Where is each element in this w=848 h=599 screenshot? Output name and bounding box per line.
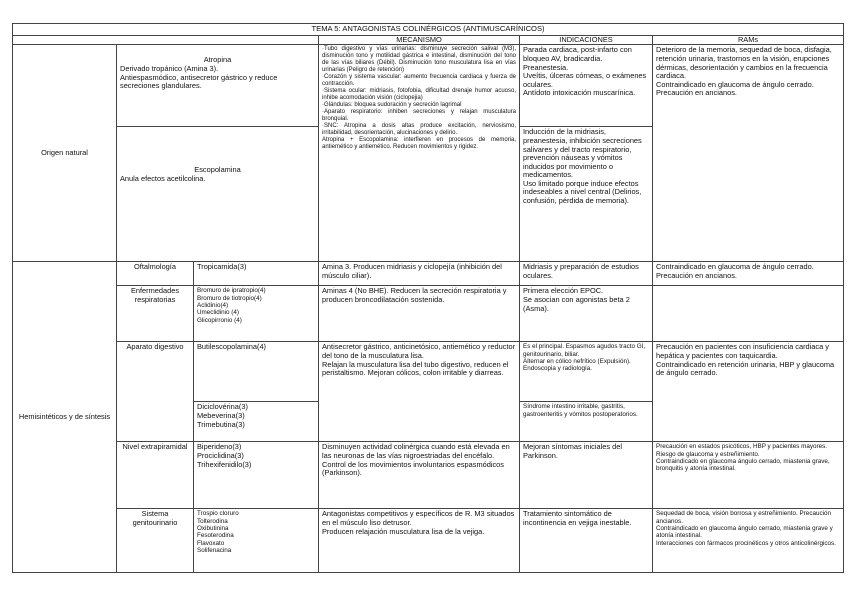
respiratorias-rams: [653, 286, 844, 342]
mec-ocular: ·Sistema ocular: midriasis, fotofobia, dificultad drenaje humor acuoso, inhibe acomodación visión (ciclopejia): [322, 88, 516, 102]
escopolamina-name: Escopolamina: [194, 165, 241, 175]
escopolamina-cell: [117, 127, 319, 262]
resp-ind-1: Primera elección EPOC.: [523, 286, 604, 296]
genitourinario-rams: [653, 509, 844, 573]
ind-escopolamina: [520, 127, 653, 262]
drug-prociclidina: Prociclidina(3): [197, 450, 244, 460]
sub-respiratorias: Enfermedades respiratorias: [117, 286, 194, 342]
atropina-desc-1: Derivado tropánico (Amina 3).: [120, 63, 219, 73]
drug-tiotropio: Bromuro de tiotropio(4): [197, 294, 262, 302]
respiratorias-mecanismo: Aminas 4 (No BHE). Reducen la secreción respiratoria y producen broncodilatación sostenida.: [319, 286, 520, 342]
oftalmologia-indicaciones: Midriasis y preparación de estudios oculares.: [520, 262, 653, 286]
mec-respiratorio: ·Aparato respiratorio: inhiben secreciones y relajan musculatura bronquial.: [322, 108, 516, 122]
extrapiramidal-rams: [653, 442, 844, 509]
header-indicaciones: INDICACIONES: [520, 35, 653, 45]
antimuscarinic-table: [12, 23, 844, 573]
rams-natural-1: Deterioro de la memoria, sequedad de boca, disfagia, retención urinaria, trastornos en la visión, erupciones dérmicas, desorientación y cambios en la frecuencia cardiaca.: [656, 45, 832, 81]
mec-digestivo: ·Tubo digestivo y vías urinarias: disminuye secreción salival (M3), disminución tono y motilidad gástrica e intestinal, disminución del tono de las vías biliares (Débil). Disminución tono musculatura lisa en vías urinarias (Peligro de retención): [322, 46, 516, 74]
drug-biperideno: Biperideno(3): [197, 442, 242, 452]
drug-tolterodina: Tolterodina: [197, 517, 228, 525]
digestivo-rams: [653, 342, 844, 442]
escopolamina-desc-1: Anula efectos acetilcolina.: [120, 173, 206, 183]
digestivo-drugs-b: [194, 402, 319, 442]
drug-aclidinio: Aclidinio(4): [197, 301, 229, 309]
sub-genitourinario: Sistema genitourinario: [117, 509, 194, 573]
drug-ipratropio: Bromuro de ipratropio(4): [197, 287, 266, 295]
drug-mebeverina: Mebeverina(3): [197, 410, 245, 420]
category-hemisinteticos: Hemisintéticos y de síntesis: [13, 262, 117, 573]
digestivo-mecanismo: [319, 342, 520, 442]
natural-rams: [653, 45, 844, 262]
sub-oftalmologia: Oftalmología: [117, 262, 194, 286]
ind-atropina-3: Uveítis, úlceras córneas, o exámenes oculares.: [523, 71, 647, 89]
gen-mec-1: Antagonistas competitivos y específicos de R. M3 situados en el músculo liso detrusor.: [322, 509, 515, 527]
oftalmologia-drugs: [194, 262, 319, 286]
ind-atropina-1: Parada cardiaca, post-infarto con bloqueo AV, bradicardia.: [523, 45, 632, 63]
dig-rams-2: Contraindicado en retención urinaria, HBP y glaucoma de ángulo cerrado.: [656, 359, 835, 378]
drug-flavoxato: Flavoxato: [197, 539, 225, 547]
ind-atropina-2: Preanestesia.: [523, 62, 569, 72]
atropina-desc-2: Antiespasmódico, antisecretor gástrico y reduce secreciones glandulares.: [120, 72, 278, 91]
genitourinario-indicaciones: Tratamiento sintomático de incontinencia en vejiga inestable.: [520, 509, 653, 573]
respiratorias-drugs: [194, 286, 319, 342]
dig-mec-2: Relajan la musculatura lisa del tubo digestivo, reducen el peristaltismo. Mejoran cólicos, colon irritable y diarreas.: [322, 359, 509, 378]
rams-natural-2: Contraindicado en glaucoma de ángulo cerrado.: [656, 79, 814, 89]
sub-digestivo: Aparato digestivo: [117, 342, 194, 442]
extra-rams-1: Precaución en estados psicóticos, HBP y pacientes mayores.: [656, 443, 828, 451]
mec-snc: ·SNC: Atropina a dosis altas produce excitación, nerviosismo, irritabilidad, desorientación, alucinaciones y delirio.: [322, 122, 516, 136]
category-origen-natural: Origen natural: [13, 45, 117, 262]
header-rams: RAMs: [653, 35, 844, 45]
drug-umeclidinio: Umeclidinio (4): [197, 309, 239, 317]
ind-atropina: [520, 45, 653, 127]
extrapiramidal-indicaciones: Mejoran síntomas iniciales del Parkinson.: [520, 442, 653, 509]
dig-ind-a-1: Es el principal. Espasmos agudos tracto GI, genitourinario, biliar.: [523, 343, 646, 358]
header-mecanismo: MECANISMO: [319, 35, 520, 45]
drug-fesoterodina: Fesoterodina: [197, 532, 234, 540]
drug-glicopirronio: Glicopirronio (4): [197, 316, 242, 324]
atropina-cell: [117, 45, 319, 127]
gen-rams-3: Interacciones con fármacos procinéticos y otros anticolinérgicos.: [656, 539, 836, 547]
gen-mec-2: Producen relajación musculatura lisa de la vejiga.: [322, 526, 485, 536]
extrapiramidal-mecanismo: Disminuyen actividad colinérgica cuando está elevada en las neuronas de las vías nigroestriadas del encéfalo. Control de los movimientos involuntarios espasmódicos (Parkinson).: [319, 442, 520, 509]
extra-rams-2: Riesgo de glaucoma y estreñimiento.: [656, 450, 760, 458]
digestivo-ind-b: Síndrome intestino irritable, gastritis, gastroenteritis y vómitos postoperatorios.: [520, 402, 653, 442]
extra-rams-3: Contraindicado en glaucoma ángulo cerrado, miastenia grave, bronquitis y atonía intestinal.: [656, 457, 830, 473]
drug-dicicloverina: Diciclovérina(3): [197, 402, 248, 412]
drug-solifenacina: Solifenacina: [197, 546, 232, 554]
gen-rams-2: Contraindicado en glaucoma ángulo cerrado, miastenia grave y atonía intestinal.: [656, 524, 833, 540]
header-blank: [13, 35, 319, 45]
rams-natural-3: Precaución en ancianos.: [656, 88, 737, 98]
digestivo-drugs-a: [194, 342, 319, 402]
mec-glandulas: ·Glándulas: bloquea sudoración y secreción lagrimal: [322, 102, 462, 108]
gen-rams-1: Sequedad de boca, visión borrosa y estreñimiento. Precaución ancianos.: [656, 510, 832, 525]
dig-ind-a-2: Alternar en cólico nefrítico (Expulsión).: [523, 357, 631, 365]
drug-oxibutinina: Oxibutinina: [197, 524, 229, 532]
mec-corazon: ·Corazón y sistema vascular: aumento frecuencia cardiaca y fuerza de contracción.: [322, 74, 516, 88]
drug-tropicamida: Tropicamida(3): [197, 262, 247, 272]
mec-combinacion: Atropina + Escopolamina: interfieren en procesos de memoria, antiemético y antiemético. Reducen movimientos y rigidez.: [322, 136, 516, 150]
drug-butilescopolamina: Butilescopolamina(4): [197, 342, 267, 352]
ind-escopolamina-2: Uso limitado porque induce efectos indeseables a nivel central (Delirios, confusión, pérdida de memoria).: [523, 178, 642, 205]
natural-mecanismo: [319, 45, 520, 262]
sub-extrapiramidal: Nivel extrapiramidal: [117, 442, 194, 509]
oftalmologia-mecanismo: Amina 3. Producen midriasis y ciclopejía (inhibición del músculo ciliar).: [319, 262, 520, 286]
genitourinario-mecanismo: [319, 509, 520, 573]
resp-ind-2: Se asocian con agonistas beta 2 (Asma).: [523, 294, 630, 313]
dig-ind-a-3: Endoscopia y radiología.: [523, 365, 592, 373]
ind-escopolamina-1: Inducción de la midriasis, preanestesia, inhibición secreciones salivares y del tracto respiratorio, prevención náuseas y vómitos inducidos por movimiento o medicamentos.: [523, 127, 642, 180]
digestivo-ind-a: [520, 342, 653, 402]
table-title: TEMA 5: ANTAGONISTAS COLINÉRGICOS (ANTIMUSCARÍNICOS): [13, 24, 844, 36]
atropina-name: Atropina: [203, 55, 232, 65]
drug-trospio: Trospio cloruro: [197, 510, 239, 518]
drug-trihexifenidilo: Trihexifenidilo(3): [197, 459, 252, 469]
ind-atropina-4: Antídoto intoxicación muscarínica.: [523, 88, 636, 98]
dig-mec-1: Antisecretor gástrico, anticinetósico, antiemético y reductor del tono de la musculatura lisa.: [322, 342, 516, 360]
oftalmologia-rams: Contraindicado en glaucoma de ángulo cerrado. Precaución en ancianos.: [653, 262, 844, 286]
dig-rams-1: Precaución en pacientes con insuficiencia cardiaca y hepática y pacientes con taquicardia.: [656, 342, 829, 360]
genitourinario-drugs: [194, 509, 319, 573]
drug-trimebutina: Trimebutina(3): [197, 419, 245, 429]
respiratorias-indicaciones: [520, 286, 653, 342]
extrapiramidal-drugs: [194, 442, 319, 509]
document-page: [12, 23, 843, 573]
